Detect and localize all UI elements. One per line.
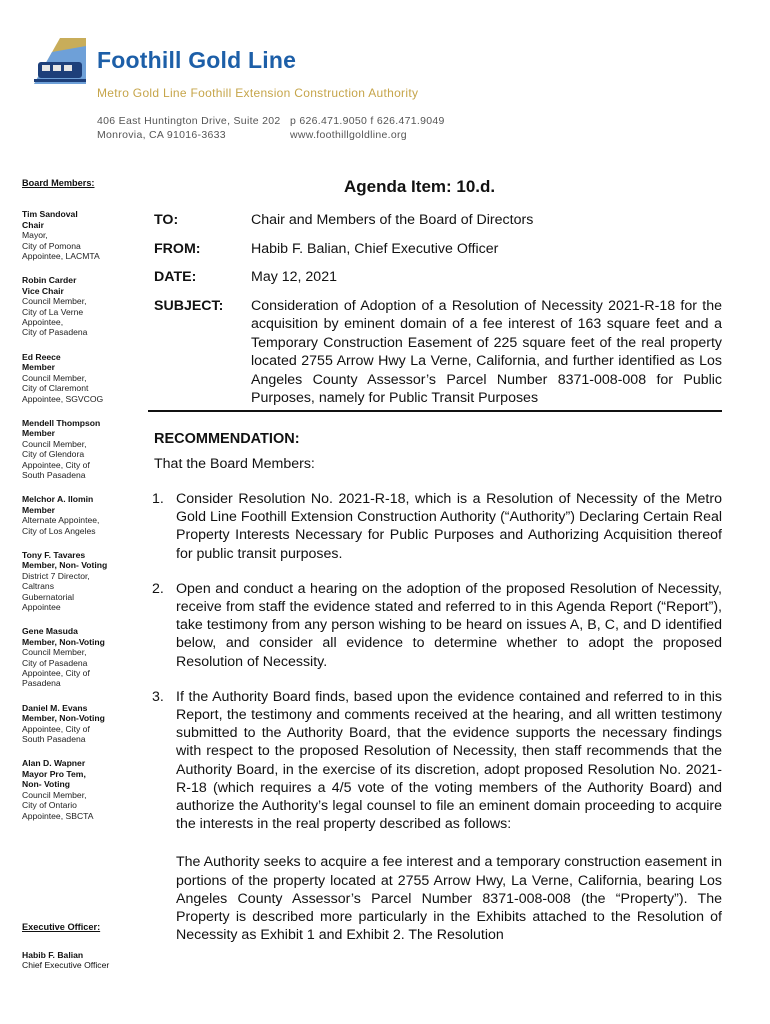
- member-role: Member: [22, 362, 55, 373]
- recommendation-intro: That the Board Members:: [154, 456, 315, 472]
- agenda-item-title: Agenda Item: 10.d.: [344, 177, 496, 196]
- address-line: Monrovia, CA 91016-3633: [97, 129, 226, 141]
- member-detail: Council Member,: [22, 372, 87, 383]
- member-role: Member, Non-Voting: [22, 636, 105, 647]
- address-block: [97, 114, 281, 142]
- member-detail: Gubernatorial: [22, 591, 75, 602]
- member-detail: Appointee, SBCTA: [22, 810, 94, 821]
- executive-officer-heading: Executive Officer:: [22, 922, 101, 932]
- recommendation-item: [152, 490, 722, 563]
- member-detail: Appointee, City of: [22, 459, 90, 470]
- member-name: Melchor A. Ilomin: [22, 494, 94, 505]
- member-role: Mayor Pro Tem,: [22, 768, 86, 779]
- property-description-paragraph: The Authority seeks to acquire a fee interest and a temporary construction easement in portions of the property located at 2755 Arrow Hwy, La Verne, California, bearing Los Angeles County Assessor’s Parcel Number 8371-008-008 (the “Property”). The Property is described more particularly in the Exhibits attached to the Resolution of Necessity as Exhibit 1 and Exhibit 2. The Resolution: [176, 854, 722, 944]
- member-detail: City of Glendora: [22, 449, 85, 460]
- foothill-gold-line-logo: [30, 32, 88, 90]
- member-detail: Appointee,: [22, 317, 64, 328]
- board-members-sidebar: [22, 178, 140, 821]
- website-link[interactable]: www.foothillgoldline.org: [290, 129, 407, 141]
- member-detail: City of Claremont: [22, 383, 89, 394]
- member-detail: City of Ontario: [22, 800, 77, 811]
- member-name: Mendell Thompson: [22, 417, 101, 428]
- item-number: 3.: [152, 688, 164, 705]
- member-detail: Appointee, City of: [22, 668, 90, 679]
- member-detail: Mayor,: [22, 230, 48, 241]
- member-role: Member: [22, 504, 55, 515]
- brand-tagline: Metro Gold Line Foothill Extension Construction Authority: [97, 86, 419, 100]
- member-name: Tony F. Tavares: [22, 549, 86, 560]
- member-detail: City of Pasadena: [22, 327, 88, 338]
- recommendation-item: [152, 688, 722, 834]
- member-detail: Council Member,: [22, 296, 87, 307]
- member-detail: City of Los Angeles: [22, 525, 96, 536]
- member-detail: Appointee, City of: [22, 723, 90, 734]
- member-detail: Caltrans: [22, 581, 54, 592]
- board-member: [22, 209, 140, 261]
- member-detail: District 7 Director,: [22, 570, 90, 581]
- board-member: [22, 626, 140, 688]
- memo-to-value: Chair and Members of the Board of Directors: [251, 212, 534, 228]
- memo-subject-value: Consideration of Adoption of a Resolution of Necessity 2021-R-18 for the acquisition by eminent domain of a fee interest of 163 square feet and a Temporary Construction Easement of 225 square feet of the real property located 2755 Arrow Hwy La Verne, California, and further identified as Los Angeles County Assessor’s Parcel Number 8371-008-008 for Public Purposes, namely for Public Transit Purposes: [251, 297, 722, 406]
- memo-date-value: May 12, 2021: [251, 269, 337, 285]
- member-detail: Appointee, LACMTA: [22, 251, 100, 262]
- memo-date-label: DATE:: [154, 269, 197, 285]
- board-member: [22, 550, 140, 612]
- board-member: [22, 275, 140, 337]
- member-name: Daniel M. Evans: [22, 702, 88, 713]
- item-text: Consider Resolution No. 2021-R-18, which is a Resolution of Necessity of the Metro Gold Line Foothill Extension Construction Authority (“Authority”) Declaring Certain Real Property Interests Necessary for Public Purposes and Authorizing Acquisition thereof for public transit purposes.: [176, 491, 722, 562]
- memo-subject-label: SUBJECT:: [154, 297, 224, 314]
- member-name: Alan D. Wapner: [22, 758, 86, 769]
- board-members-heading: Board Members:: [22, 178, 95, 188]
- contact-block: [290, 114, 445, 142]
- phone-fax: p 626.471.9050 f 626.471.9049: [290, 115, 445, 127]
- member-role: Member: [22, 428, 55, 439]
- memo-header: [154, 211, 722, 418]
- recommendation-list: [152, 490, 722, 944]
- member-detail: Council Member,: [22, 438, 87, 449]
- member-name: Gene Masuda: [22, 626, 78, 637]
- executive-officer-name: Habib F. Balian: [22, 950, 84, 960]
- member-name: Ed Reece: [22, 351, 61, 362]
- board-member: [22, 494, 140, 536]
- member-role: Member, Non-Voting: [22, 713, 105, 724]
- member-detail: City of Pasadena: [22, 657, 88, 668]
- member-detail: City of Pomona: [22, 240, 81, 251]
- member-detail: Alternate Appointee,: [22, 515, 100, 526]
- memo-to-label: TO:: [154, 212, 179, 228]
- brand-name: Foothill Gold Line: [97, 47, 297, 73]
- address-line: 406 East Huntington Drive, Suite 202: [97, 115, 281, 127]
- member-name: Robin Carder: [22, 275, 77, 286]
- recommendation-item: [152, 580, 722, 671]
- item-text: If the Authority Board finds, based upon the evidence contained and referred to in this Report, the testimony and comments received at the hearing, and all written testimony submitted to the Authority Board, that the evidence supports the necessary findings with respect to the proposed Resolution of Necessity, then staff recommends that the Authority Board, in the exercise of its discretion, adopt proposed Resolution No. 2021-R-18 (which requires a 4/5 vote of the voting members of the Authority Board) and authorize the Authority’s legal counsel to file an eminent domain proceeding to acquire the interests in the real property described as follows:: [176, 688, 722, 833]
- member-detail: Appointee: [22, 602, 61, 612]
- member-detail: Pasadena: [22, 678, 61, 689]
- member-role: Member, Non- Voting: [22, 560, 108, 571]
- board-member: [22, 758, 140, 820]
- memo-from-value: Habib F. Balian, Chief Executive Officer: [251, 240, 499, 257]
- member-role: Chair: [22, 219, 44, 230]
- executive-officer: [22, 950, 109, 971]
- member-detail: Appointee, SGVCOG: [22, 393, 104, 404]
- member-detail: Council Member,: [22, 647, 87, 658]
- executive-officer-title: Chief Executive Officer: [22, 960, 110, 971]
- board-member: [22, 703, 140, 745]
- item-text: Open and conduct a hearing on the adoption of the proposed Resolution of Necessity, receive from staff the evidence stated and referred to in this Agenda Report (“Report”), take testimony from any person wishing to be heard on issues A, B, C, and D identified below, and consider all evidence to determine whether to adopt the proposed Resolution of Necessity.: [176, 580, 722, 670]
- member-name: Tim Sandoval: [22, 209, 78, 220]
- item-number: 1.: [152, 491, 164, 507]
- member-detail: Council Member,: [22, 789, 87, 800]
- section-divider: [148, 410, 722, 412]
- recommendation-heading: RECOMMENDATION:: [154, 431, 300, 447]
- member-detail: South Pasadena: [22, 734, 86, 745]
- board-member: [22, 418, 140, 480]
- board-member: [22, 352, 140, 404]
- memo-subject-row: [154, 297, 722, 408]
- memo-date-row: [154, 268, 722, 287]
- memo-to-row: [154, 211, 722, 230]
- memo-from-row: [154, 240, 722, 259]
- memo-from-label: FROM:: [154, 240, 201, 257]
- member-role: Vice Chair: [22, 285, 64, 296]
- member-detail: South Pasadena: [22, 469, 86, 480]
- member-detail: City of La Verne: [22, 306, 84, 317]
- item-number: 2.: [152, 580, 164, 597]
- member-role: Non- Voting: [22, 779, 71, 790]
